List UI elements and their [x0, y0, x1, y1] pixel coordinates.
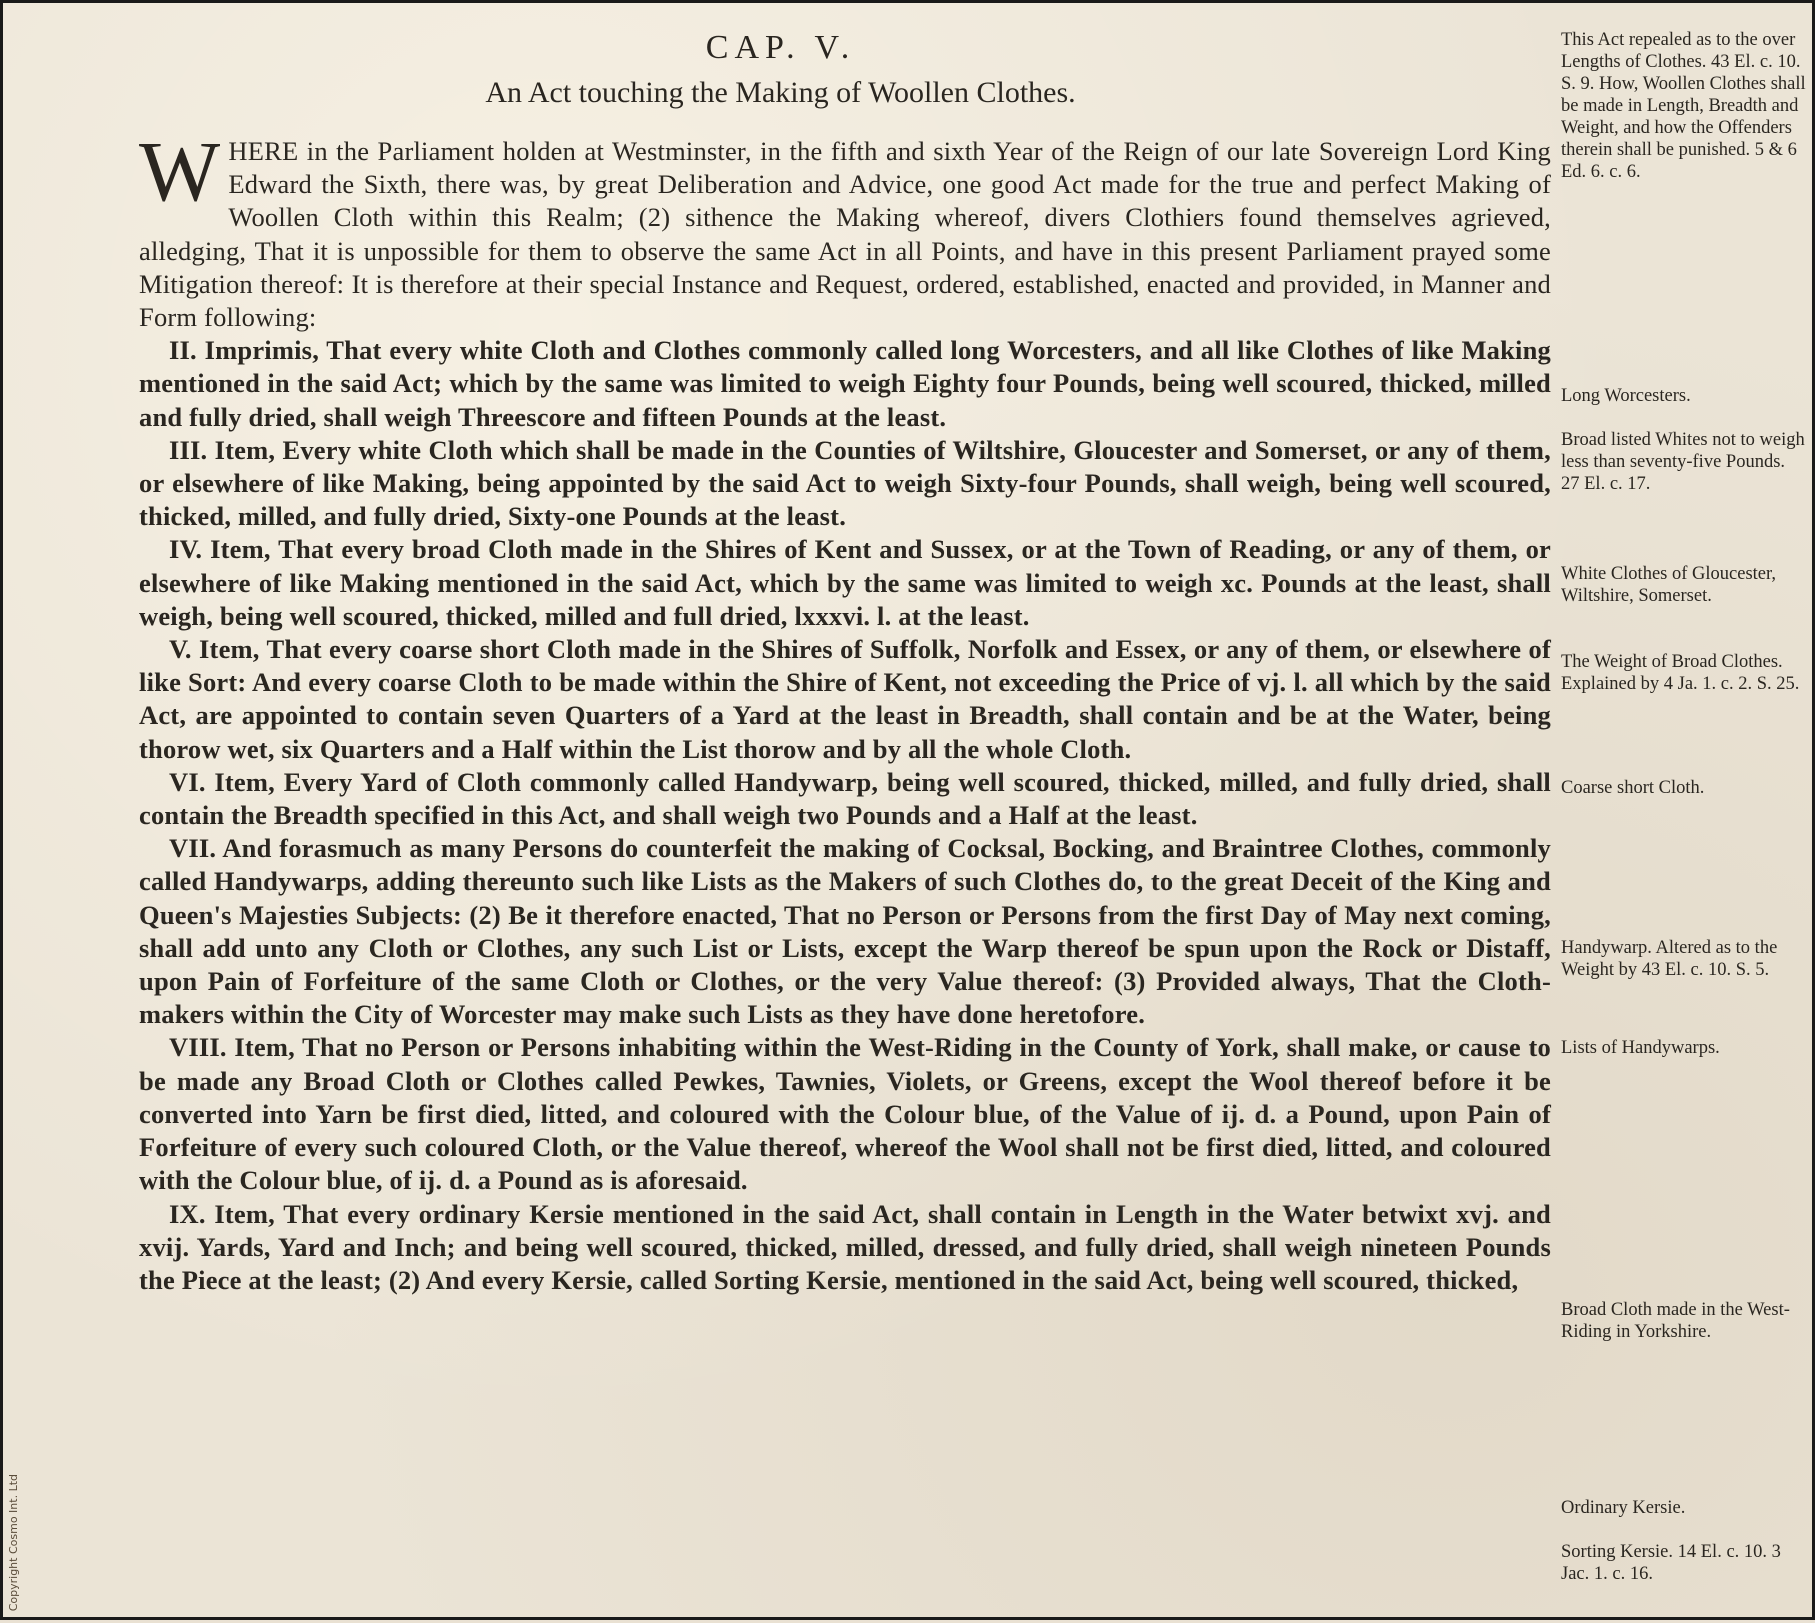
margin-note: Broad listed Whites not to weigh less than seventy-five Pounds. 27 El. c. 17.	[1561, 430, 1805, 494]
section-5: V. Item, That every coarse short Cloth made in the Shires of Suffolk, Norfolk and Essex, or any of them, or elsewhere of like Sort: And every coarse Cloth to be made within the Shire of Kent, not exceeding the Price of vj. l. all which by the said Act, are appointed to contain seven Quarters of a Yard at the least in Breadth, shall contain and be at the Water, being thorow wet, six Quarters and a Half within the List thorow and by all the whole Cloth.	[139, 634, 1551, 764]
margin-note: The Weight of Broad Clothes. Explained by 4 Ja. 1. c. 2. S. 25.	[1561, 652, 1800, 694]
section-7: VII. And forasmuch as many Persons do counterfeit the making of Cocksal, Bocking, and Braintree Clothes, commonly called Handywarps, adding thereunto such like Lists as the Makers of such Clothes do, to the great Deceit of the King and Queen's Majesties Subjects: (2) Be it therefore enacted, That no Person or Persons from the first Day of May next coming, shall add unto any Cloth or Clothes, any such List or Lists, except the Warp thereof be spun upon the Rock or Distaff, upon Pain of Forfeiture of the same Cloth or Clothes, or the very Value thereof: (3) Provided always, That the Cloth-makers within the City of Worcester may make such Lists as they have done heretofore.	[139, 833, 1551, 1030]
chapter-heading: CAP. V.	[705, 29, 856, 66]
section-2: II. Imprimis, That every white Cloth and Clothes commonly called long Worcesters, and all like Clothes of like Making mentioned in the said Act; which by the same was limited to weigh Eighty four Pounds, being well scoured, thicked, milled and fully dried, shall weigh Threescore and fifteen Pounds at the least.	[139, 335, 1551, 432]
act-title: An Act touching the Making of Woollen Clothes.	[485, 76, 1076, 109]
act-body	[139, 123, 1551, 1297]
margin-note: Broad Cloth made in the West-Riding in Yorkshire.	[1561, 1300, 1790, 1342]
margin-note: Lists of Handywarps.	[1561, 1038, 1720, 1058]
margin-note: This Act repealed as to the over Lengths of Clothes. 43 El. c. 10. S. 9. How, Woollen Clothes shall be made in Length, Breadth and Weight, and how the Offenders therein shall be punished. 5 & 6 Ed. 6. c. 6.	[1561, 30, 1806, 182]
preamble-paragraph	[139, 123, 1551, 334]
section-8: VIII. Item, That no Person or Persons inhabiting within the West-Riding in the County of York, shall make, or cause to be made any Broad Cloth or Clothes called Pewkes, Tawnies, Violets, or Greens, except the Wool thereof before it be converted into Yarn be first died, litted, and coloured with the Colour blue, of the Value of ij. d. a Pound, upon Pain of Forfeiture of every such coloured Cloth, or the Value thereof, whereof the Wool shall not be first died, litted, and coloured with the Colour blue, of ij. d. a Pound as is aforesaid.	[139, 1032, 1551, 1196]
margin-note: White Clothes of Gloucester, Wiltshire, Somerset.	[1561, 564, 1777, 606]
margin-note: Coarse short Cloth.	[1561, 778, 1705, 798]
drop-cap: W	[139, 123, 221, 219]
margin-note: Sorting Kersie. 14 El. c. 10. 3 Jac. 1. c. 16.	[1561, 1542, 1781, 1584]
margin-note: Handywarp. Altered as to the Weight by 43 El. c. 10. S. 5.	[1561, 938, 1778, 980]
margin-notes	[1561, 3, 1806, 1623]
section-9: IX. Item, That every ordinary Kersie mentioned in the said Act, shall contain in Length in the Water betwixt xvj. and xvij. Yards, Yard and Inch; and being well scoured, thicked, milled, dressed, and fully dried, shall weigh nineteen Pounds the Piece at the least; (2) And every Kersie, called Sorting Kersie, mentioned in the said Act, being well scoured, thicked,	[139, 1198, 1551, 1295]
margin-note: Long Worcesters.	[1561, 386, 1691, 406]
copyright-watermark: Copyright Cosmo Int. Ltd	[7, 1473, 20, 1611]
margin-note: Ordinary Kersie.	[1561, 1498, 1686, 1518]
section-6: VI. Item, Every Yard of Cloth commonly called Handywarp, being well scoured, thicked, milled, and fully dried, shall contain the Breadth specified in this Act, and shall weigh two Pounds and a Half at the least.	[139, 766, 1551, 831]
section-3: III. Item, Every white Cloth which shall be made in the Counties of Wiltshire, Gloucester and Somerset, or any of them, or elsewhere of like Making, being appointed by the said Act to weigh Sixty-four Pounds, shall weigh, being well scoured, thicked, milled, and fully dried, Sixty-one Pounds at the least.	[139, 434, 1551, 532]
section-4: IV. Item, That every broad Cloth made in the Shires of Kent and Sussex, or at the Town of Reading, or any of them, or elsewhere of like Making mentioned in the said Act, which by the same was limited to weigh xc. Pounds at the least, shall weigh, being well scoured, thicked, milled and full dried, lxxxvi. l. at the least.	[139, 534, 1551, 631]
paragraph-text: HERE in the Parliament holden at Westminster, in the fifth and sixth Year of the Reign of our late Sovereign Lord King Edward the Sixth, there was, by great Deliberation and Advice, one good Act made for the true and perfect Making of Woollen Cloth within this Realm; (2) sithence the Making whereof, divers Clothiers found themselves agrieved, alledging, That it is unpossible for them to observe the same Act in all Points, and have in this present Parliament prayed some Mitigation thereof: It is therefore at their special Instance and Request, ordered, established, enacted and provided, in Manner and Form following:	[139, 136, 1551, 333]
